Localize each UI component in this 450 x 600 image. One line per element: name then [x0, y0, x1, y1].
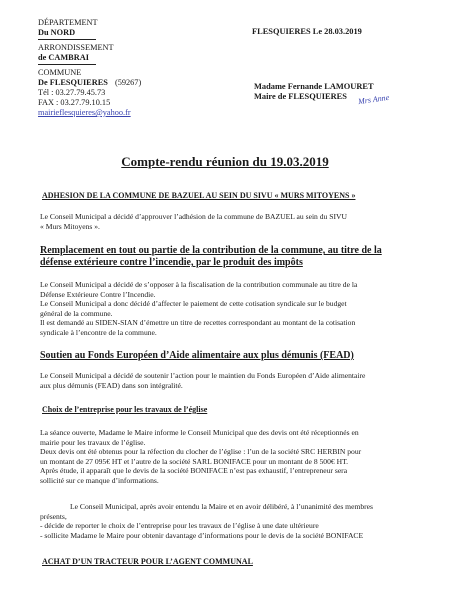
text-line: Le Conseil Municipal a décidé d’approuver l’adhésion de la commune de BAZUEL au sein du SIVU — [40, 212, 347, 221]
text-line: un montant de 27 095€ HT et l’autre de la société SARL BONIFACE pour un montant de 8 500€ HT. — [40, 456, 349, 466]
text-line: Le Conseil Municipal a donc décidé d’affecter le paiement de cette cotisation syndicale sur le budget — [40, 299, 347, 309]
department-label: DÉPARTEMENT — [38, 18, 98, 27]
commune-name: De FLESQUIERES — [38, 78, 108, 87]
text-line: - décide de reporter le choix de l’entreprise pour les travaux de l’église à une date ultérieure — [40, 521, 319, 531]
text-line: présents, — [40, 511, 67, 521]
text-line: - sollicite Madame le Maire pour obtenir davantage d’informations pour le devis de la société BONIFACE — [40, 530, 364, 540]
text-line: Après étude, il apparaît que le devis de la société BONIFACE n’est pas exhaustif, l’entrepreneur sera — [40, 466, 348, 476]
fax: FAX : 03.27.79.10.15 — [38, 98, 111, 107]
section-heading-tracteur: ACHAT D’UN TRACTEUR POUR L’AGENT COMMUNAL — [42, 557, 253, 566]
divider — [38, 64, 96, 65]
mayor-block — [254, 82, 374, 102]
heading-line: Remplacement en tout ou partie de la contribution de la commune, au titre de la — [40, 245, 382, 256]
section-heading-eglise: Choix de l’entreprise pour les travaux de l’église — [42, 405, 208, 414]
mayor-name: Madame Fernande LAMOURET — [254, 82, 374, 91]
place-date: FLESQUIERES Le 28.03.2019 — [252, 27, 362, 36]
section-heading-bazuel: ADHESION DE LA COMMUNE DE BAZUEL AU SEIN DU SIVU « MURS MITOYENS » — [42, 191, 356, 200]
header-left — [38, 18, 208, 118]
text-line: sollicité sur ce manque d’informations. — [40, 475, 159, 485]
phone: Tél : 03.27.79.45.73 — [38, 88, 106, 97]
commune-label: COMMUNE — [38, 68, 82, 77]
text-line: La séance ouverte, Madame le Maire informe le Conseil Municipal que des devis ont été réceptionnés en — [40, 428, 359, 437]
commune-line — [38, 78, 208, 88]
text-line: mairie pour les travaux de l’église. — [40, 437, 146, 447]
mayor-title: Maire de FLESQUIERES — [254, 92, 347, 101]
council-decision — [40, 502, 418, 540]
text-line: Il est demandé au SIDEN-SIAN d’émettre un titre de recettes correspondant au montant de la cotisation — [40, 318, 356, 328]
text-line: syndicale à l’encontre de la commune. — [40, 327, 157, 337]
arrondissement-label: ARRONDISSEMENT — [38, 43, 114, 52]
heading-line: défense extérieure contre l’incendie, par le produit des impôts — [40, 257, 303, 268]
department-name: Du NORD — [38, 28, 76, 37]
text-line: Le Conseil Municipal a décidé de s’opposer à la fiscalisation de la contribution communale au titre de la — [40, 280, 358, 289]
section-body-eglise — [40, 428, 418, 486]
section-heading-fead: Soutien au Fonds Européen d’Aide alimentaire aux plus démunis (FEAD) — [40, 350, 354, 361]
section-heading-incendie — [40, 245, 382, 269]
text-line: général de la commune. — [40, 308, 113, 318]
text-line: Le Conseil Municipal, après avoir entendu la Maire et en avoir délibéré, à l’unanimité des membres — [70, 502, 374, 511]
section-body-incendie — [40, 280, 418, 338]
divider — [38, 39, 96, 40]
email-link[interactable]: mairieflesquieres@yahoo.fr — [38, 108, 131, 117]
page-title: Compte-rendu réunion du 19.03.2019 — [121, 154, 329, 169]
section-body-bazuel — [40, 212, 418, 231]
text-line: Le Conseil Municipal a décidé de soutenir l’action pour le maintien du Fonds Européen d’Aide alimentaire — [40, 371, 366, 380]
text-line: aux plus démunis (FEAD) dans son intégralité. — [40, 380, 183, 390]
section-body-fead — [40, 371, 418, 390]
text-line: Défense Extérieure Contre l’Incendie. — [40, 289, 156, 299]
text-line: « Murs Mitoyens ». — [40, 221, 100, 231]
postcode: (59267) — [114, 78, 142, 87]
handwritten-signature: Mrs Anne — [357, 92, 390, 107]
text-line: Deux devis ont été obtenus pour la réfection du clocher de l’église : l’un de la société SRC HERBIN pour — [40, 447, 362, 457]
arrondissement-name: de CAMBRAI — [38, 53, 89, 62]
